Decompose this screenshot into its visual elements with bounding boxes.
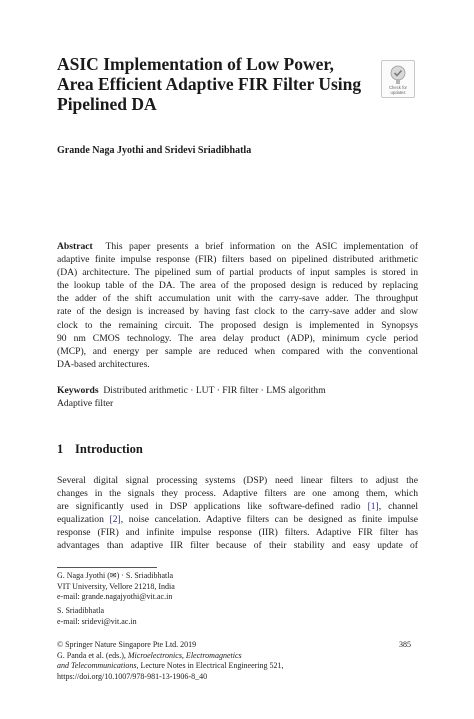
copyright-line: © Springer Nature Singapore Pte Ltd. 2019 (57, 640, 197, 649)
paper-title (57, 54, 367, 114)
title-line-1: ASIC Implementation of Low Power, (57, 54, 334, 74)
series-text: , Lecture Notes in Electrical Engineering 521, (136, 661, 284, 670)
footnote-affiliation: VIT University, Vellore 21218, India (57, 581, 175, 591)
abstract (57, 240, 418, 371)
book-title-part-2: and Telecommunications (57, 661, 137, 670)
body-line: advantages than adaptive IIR filter because of their stability and easy update of (57, 540, 418, 552)
body-text: , noise cancelation. Adaptive filters can be designed as finite impulse (120, 514, 418, 526)
body-line: response (FIR) and infinite impulse response (IIR) filters. Adaptive FIR filter has (57, 527, 418, 539)
section-heading (57, 442, 143, 457)
body-line: Several digital signal processing systems (DSP) need linear filters to adjust the (57, 475, 418, 486)
footnote-rule (57, 567, 157, 568)
abstract-line: 90 nm CMOS technology. The area delay product (ADP), minimum cycle period (57, 332, 418, 344)
check-for-updates-badge[interactable] (381, 60, 415, 98)
footnote-author-2 (57, 606, 137, 627)
keywords-label: Keywords (57, 385, 99, 396)
page-number: 385 (399, 640, 411, 649)
section-number: 1 (57, 442, 64, 456)
author-list: Grande Naga Jyothi and Sridevi Sriadibhatla (57, 145, 252, 156)
footnote-author-1 (57, 571, 175, 603)
doi-link[interactable]: https://doi.org/10.1007/978-981-13-1906-8_40 (57, 671, 208, 681)
body-text: , channel (378, 501, 418, 513)
series-line (57, 661, 284, 672)
abstract-line: DA-based architectures. (57, 358, 150, 370)
editors-line (57, 651, 284, 662)
body-line (57, 513, 418, 526)
body-text: equalization (57, 514, 110, 526)
footnote-author-names: G. Naga Jyothi (✉) · S. Sriadibhatla (57, 571, 174, 580)
abstract-line (57, 240, 418, 253)
copyright-block (57, 640, 284, 682)
footnote-author-name-2: S. Sriadibhatla (57, 606, 105, 615)
keywords-text-1: Distributed arithmetic · LUT · FIR filter · LMS algorithm (103, 385, 326, 396)
body-line (57, 500, 418, 513)
citation-link-2[interactable]: [2] (109, 514, 121, 526)
abstract-line: adaptive finite impulse response (FIR) filters based on pipelined distributed arithmetic (57, 254, 418, 266)
editors-text: G. Panda et al. (eds.), (57, 650, 128, 660)
title-line-2: Area Efficient Adaptive FIR Filter Using (57, 74, 362, 94)
check-for-updates-icon (390, 65, 406, 85)
book-title-part-1: Microelectronics, Electromagnetics (127, 650, 242, 660)
keywords-text-2: Adaptive filter (57, 398, 114, 410)
footnote-email-2: e-mail: sridevi@vit.ac.in (57, 616, 137, 626)
abstract-line: the adder of the shift accumulation unit with the carry-save adder. The throughput (57, 293, 418, 305)
citation-link-1[interactable]: [1] (367, 501, 379, 513)
abstract-line: clock to the remaining circuit. The proposed design is implemented in Synopsys (57, 319, 418, 331)
badge-line-1: Check for (389, 85, 407, 90)
abstract-line: rate of the design is increased by having fast clock to the carry-save adder and slow (57, 306, 418, 318)
abstract-label: Abstract (57, 241, 93, 252)
badge-line-2: updates (390, 89, 406, 95)
section-title: Introduction (75, 442, 143, 456)
body-text: are significantly used in DSP applications like software-defined radio (57, 501, 368, 513)
title-line-3: Pipelined DA (57, 94, 157, 114)
abstract-line: the lookup table of the DA. The area of the proposed design is reduced by replacing (57, 280, 418, 292)
body-line: changes in the signals they process. Adaptive filters are one among them, which (57, 488, 418, 500)
abstract-first-line: This paper presents a brief information on the ASIC implementation of (105, 241, 418, 252)
keywords (57, 384, 418, 410)
introduction-text (57, 474, 418, 553)
abstract-line: (MCP), and energy per sample are reduced when compared with the conventional (57, 345, 418, 357)
footnote-email-1: e-mail: grande.nagajyothi@vit.ac.in (57, 592, 173, 601)
keywords-line-1 (57, 384, 418, 397)
abstract-line: (DA) architecture. The pipelined sum of partial products of input samples is stored in (57, 267, 418, 279)
